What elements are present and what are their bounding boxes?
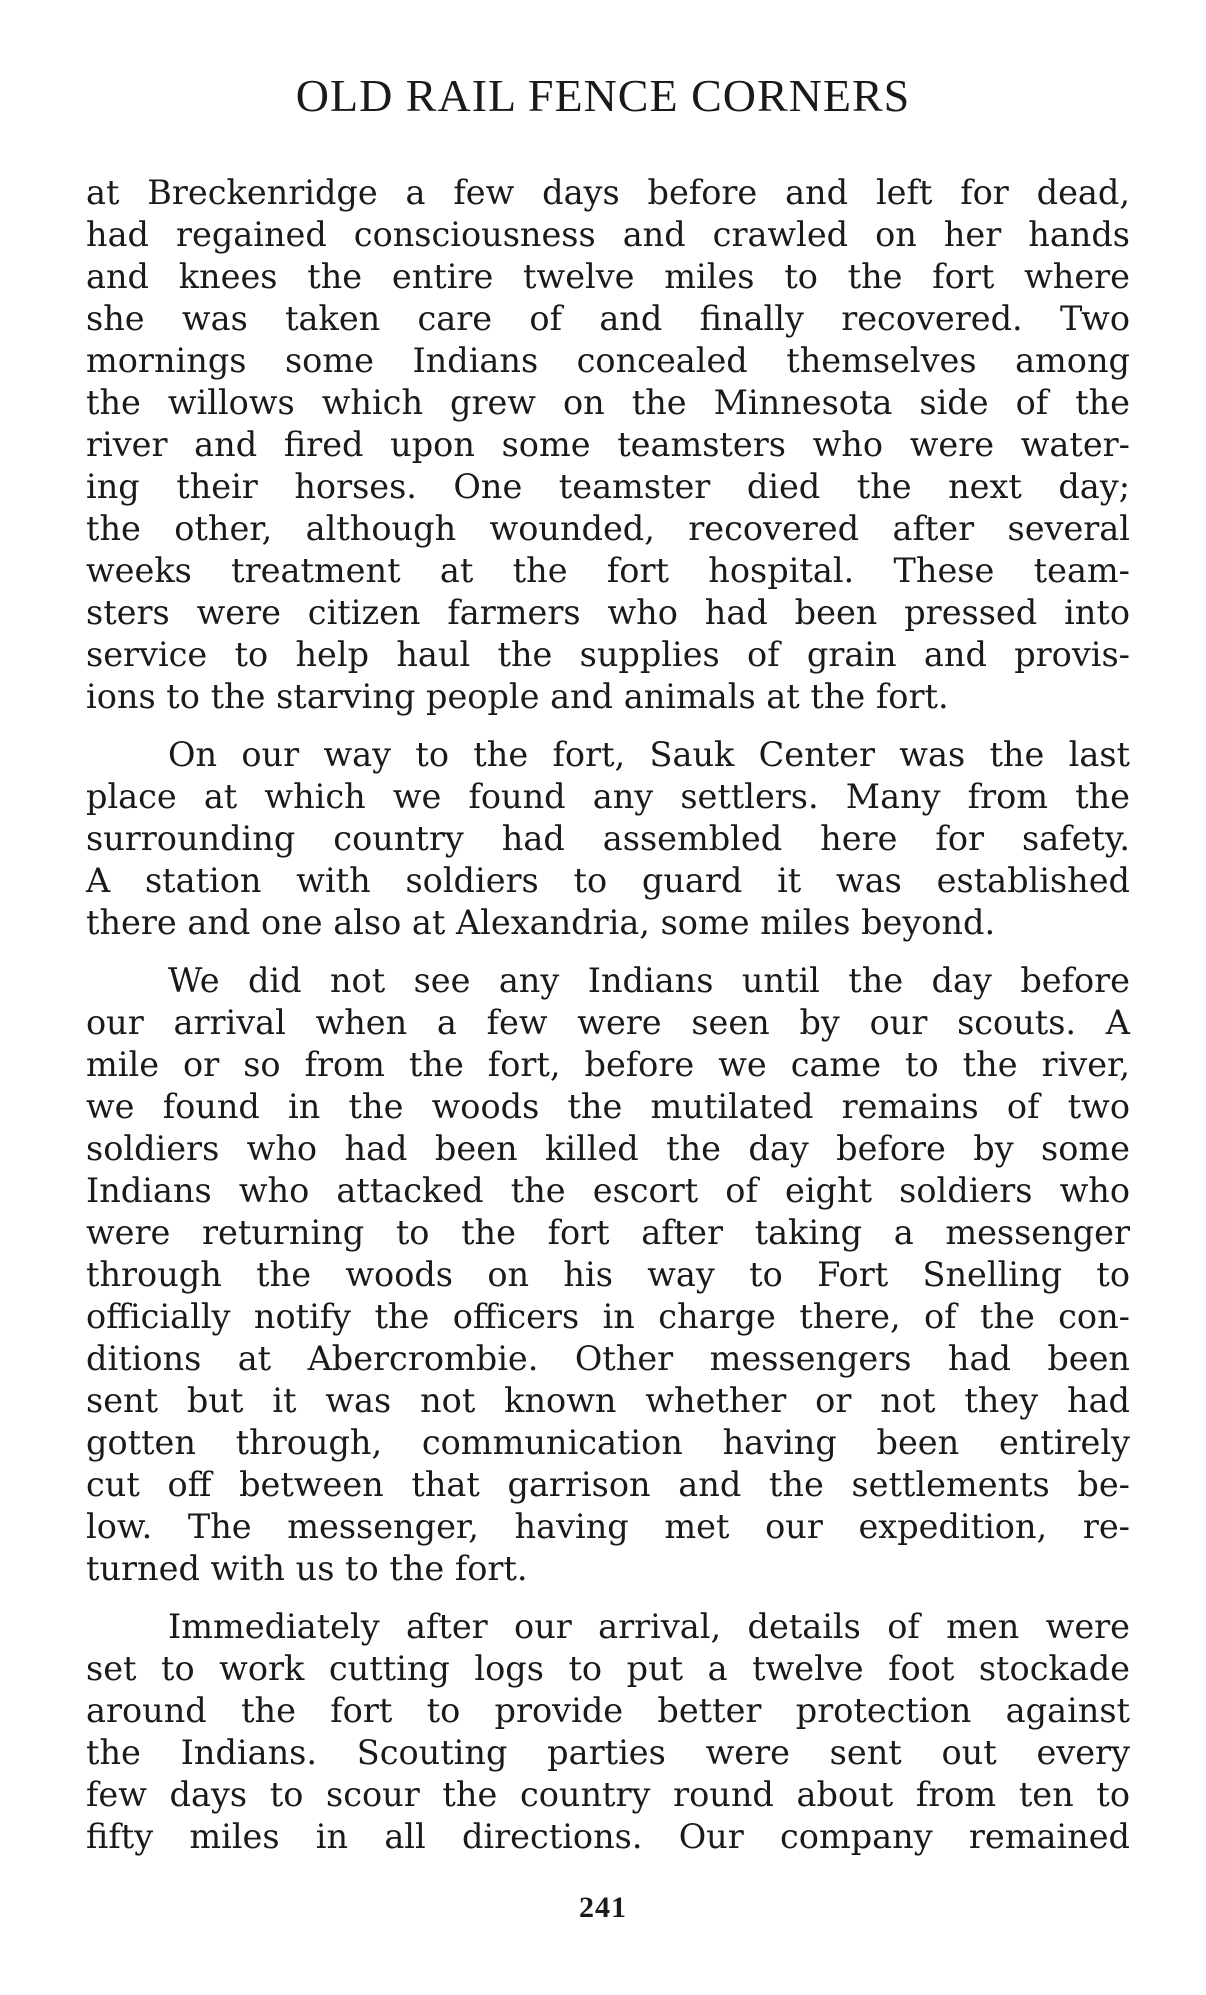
page-number: 241 [579,1891,627,1924]
text-line: service to help haul the supplies of grain and provis- [86,635,1130,674]
paragraph [86,1606,1130,1858]
text-line: officially notify the officers in charge there, of the con- [86,1297,1130,1336]
text-line: weeks treatment at the fort hospital. These team- [86,551,1130,590]
text-line: mornings some Indians concealed themselves among [86,341,1130,380]
text-line: she was taken care of and finally recovered. Two [86,299,1130,338]
text-line: ing their horses. One teamster died the next day; [86,467,1130,506]
text-line: low. The messenger, having met our expedition, re- [86,1507,1130,1546]
text-line: few days to scour the country round about from ten to [86,1775,1130,1814]
text-line: our arrival when a few were seen by our scouts. A [86,1003,1130,1042]
text-line: place at which we found any settlers. Many from the [86,777,1130,816]
text-line: through the woods on his way to Fort Snelling to [86,1255,1130,1294]
text-line: Indians who attacked the escort of eight soldiers who [86,1171,1130,1210]
text-line: fifty miles in all directions. Our company remained [86,1817,1130,1856]
paragraph [86,960,1130,1590]
text-line: and knees the entire twelve miles to the fort where [86,257,1130,296]
text-line: ditions at Abercrombie. Other messengers had been [86,1339,1130,1378]
text-line: soldiers who had been killed the day before by some [86,1129,1130,1168]
text-line: gotten through, communication having been entirely [86,1423,1130,1462]
body-text [86,172,1130,1858]
text-line: Immediately after our arrival, details of men were [168,1607,1130,1646]
text-line: we found in the woods the mutilated remains of two [86,1087,1130,1126]
text-line: around the fort to provide better protection against [86,1691,1130,1730]
text-line: On our way to the fort, Sauk Center was the last [168,735,1130,774]
text-line: A station with soldiers to guard it was established [86,861,1130,900]
text-line: at Breckenridge a few days before and left for dead, [86,173,1130,212]
paragraph [86,172,1130,718]
text-line: sters were citizen farmers who had been pressed into [86,593,1130,632]
text-line: there and one also at Alexandria, some miles beyond. [86,903,996,942]
text-line: surrounding country had assembled here for safety. [86,819,1130,858]
text-line: were returning to the fort after taking a messenger [86,1213,1130,1252]
text-line: the other, although wounded, recovered after several [86,509,1130,548]
text-line: had regained consciousness and crawled on her hands [86,215,1130,254]
text-line: We did not see any Indians until the day before [168,961,1130,1000]
text-line: sent but it was not known whether or not they had [86,1381,1130,1420]
text-line: ions to the starving people and animals at the fort. [86,677,949,716]
text-line: set to work cutting logs to put a twelve foot stockade [86,1649,1130,1688]
text-line: mile or so from the fort, before we came to the river, [86,1045,1130,1084]
text-line: the Indians. Scouting parties were sent out every [86,1733,1130,1772]
running-head: OLD RAIL FENCE CORNERS [295,70,911,121]
text-line: cut off between that garrison and the settlements be- [86,1465,1130,1504]
paragraph [86,734,1130,944]
text-line: river and fired upon some teamsters who were water- [86,425,1130,464]
text-line: turned with us to the fort. [86,1549,528,1588]
text-line: the willows which grew on the Minnesota side of the [86,383,1130,422]
